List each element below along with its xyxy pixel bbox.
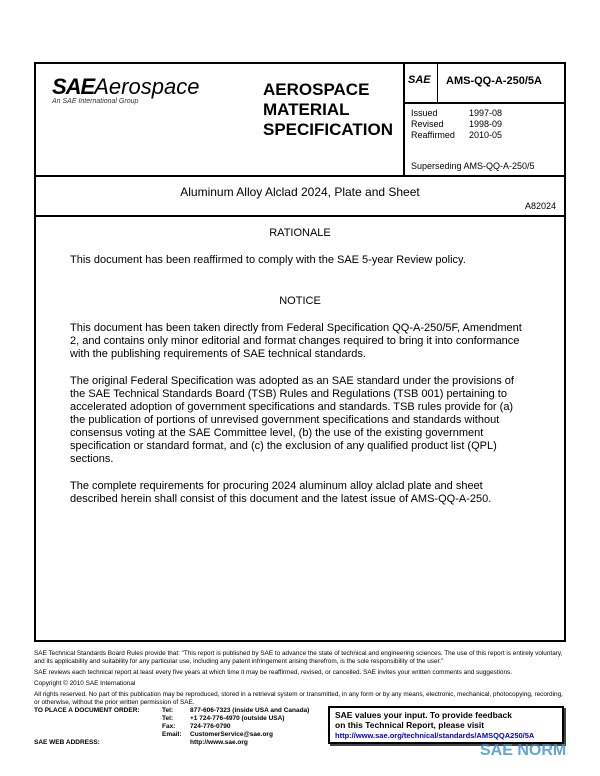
date-label: Issued	[411, 108, 438, 118]
feedback-line: SAE values your input. To provide feedback	[335, 710, 512, 720]
superseding: Superseding AMS-QQ-A-250/5	[411, 161, 535, 171]
date-row	[411, 108, 564, 119]
feedback-link[interactable]: http://www.sae.org/technical/standards/AMSQQA250/5A	[335, 731, 535, 740]
contact-key: Email:	[162, 731, 182, 738]
date-value: 2010-05	[469, 130, 503, 140]
date-row	[411, 119, 564, 130]
contact-key: Tel:	[162, 715, 174, 722]
logo-aerospace: Aerospace	[94, 74, 200, 99]
web-link[interactable]: http://www.sae.org	[190, 739, 248, 746]
contact-key: Tel:	[162, 707, 174, 714]
date-row	[411, 130, 564, 141]
sae-small-logo: SAE	[405, 64, 438, 102]
contact-value: 724-776-0790	[190, 723, 231, 730]
feedback-box	[328, 706, 564, 744]
doc-type-line: MATERIAL	[263, 100, 350, 119]
doc-title: Aluminum Alloy Alclad 2024, Plate and Sheet	[180, 185, 420, 199]
doc-type-line: AEROSPACE	[263, 80, 370, 99]
paragraph: The complete requirements for procuring 2024 aluminum alloy alclad plate and sheet described herein shall consist of this document and the latest issue of AMS-QQ-A-250.	[70, 480, 492, 505]
copyright: Copyright © 2010 SAE International	[34, 680, 136, 687]
paragraph: The original Federal Specification was adopted as an SAE standard under the provisions of the SAE Technical Standards Board (TSB) Rules and Regulations (TSB 001) pertaining to accelerated adoption of government specifications and standards. TSB rules provide for (a) the publication of portions of unrevised government specifications and standards without consensus voting at the SAE Committee level, (b) the use of the existing government specification or standard format, and (c) the exclusion of any qualified product list (QPL) sections.	[70, 375, 514, 465]
date-label: Revised	[411, 119, 444, 129]
contact-value: 877-606-7323 (inside USA and Canada)	[190, 707, 310, 714]
footer-text: SAE reviews each technical report at least every five years at which time it may be reaffirmed, revised, or cancelled. SAE invites your written comments and suggestions.	[34, 669, 512, 676]
date-label: Reaffirmed	[411, 130, 455, 140]
contact-email[interactable]: CustomerService@sae.org	[190, 731, 273, 738]
logo-sae: SAE	[52, 74, 95, 99]
date-value: 1997-08	[469, 108, 503, 118]
doc-code: AMS-QQ-A-250/5A	[446, 75, 542, 87]
feedback-line: on this Technical Report, please visit	[335, 720, 485, 730]
dates	[405, 104, 564, 141]
document-header-frame	[34, 62, 566, 642]
alloy-code: A82024	[524, 201, 556, 211]
rationale-text: This document has been reaffirmed to comply with the SAE 5-year Review policy.	[70, 254, 466, 266]
paragraph: This document has been taken directly from Federal Specification QQ-A-250/5F, Amendment 2, and contains only minor editorial and format changes required to bring it into conformance with the publishing requirements of SAE technical standards.	[70, 322, 522, 360]
contact-key: Fax:	[162, 723, 176, 730]
header	[36, 64, 564, 177]
web-label: SAE WEB ADDRESS:	[34, 739, 100, 746]
footer-text: All rights reserved. No part of this publication may be reproduced, stored in a retrieval system or transmitted, in any form or by any means, electronic, mechanical, photocopying, recording, or otherwise, without the prior written permission of SAE.	[34, 691, 563, 706]
logo-subtitle: An SAE International Group	[52, 98, 139, 105]
title-row	[36, 177, 564, 217]
rationale-heading: RATIONALE	[269, 227, 331, 239]
footer-text: SAE Technical Standards Board Rules provide that: "This report is published by SAE to advance the state of technical and engineering sciences. The use of this report is entirely voluntary, and its applicability and suitability for any particular use, including any patent infringement arising therefrom, is the sole responsibility of the user."	[34, 650, 563, 665]
contact-value: +1 724-776-4970 (outside USA)	[190, 715, 285, 722]
date-value: 1998-09	[469, 119, 503, 129]
body	[70, 227, 530, 520]
notice-heading: NOTICE	[279, 295, 321, 307]
sae-aerospace-logo	[52, 74, 199, 105]
order-label: TO PLACE A DOCUMENT ORDER:	[34, 707, 140, 714]
doc-info-column	[403, 64, 564, 177]
sae-norm-watermark: SAE NORM	[480, 742, 567, 759]
doc-type	[263, 80, 393, 140]
doc-type-line: SPECIFICATION	[263, 120, 394, 139]
